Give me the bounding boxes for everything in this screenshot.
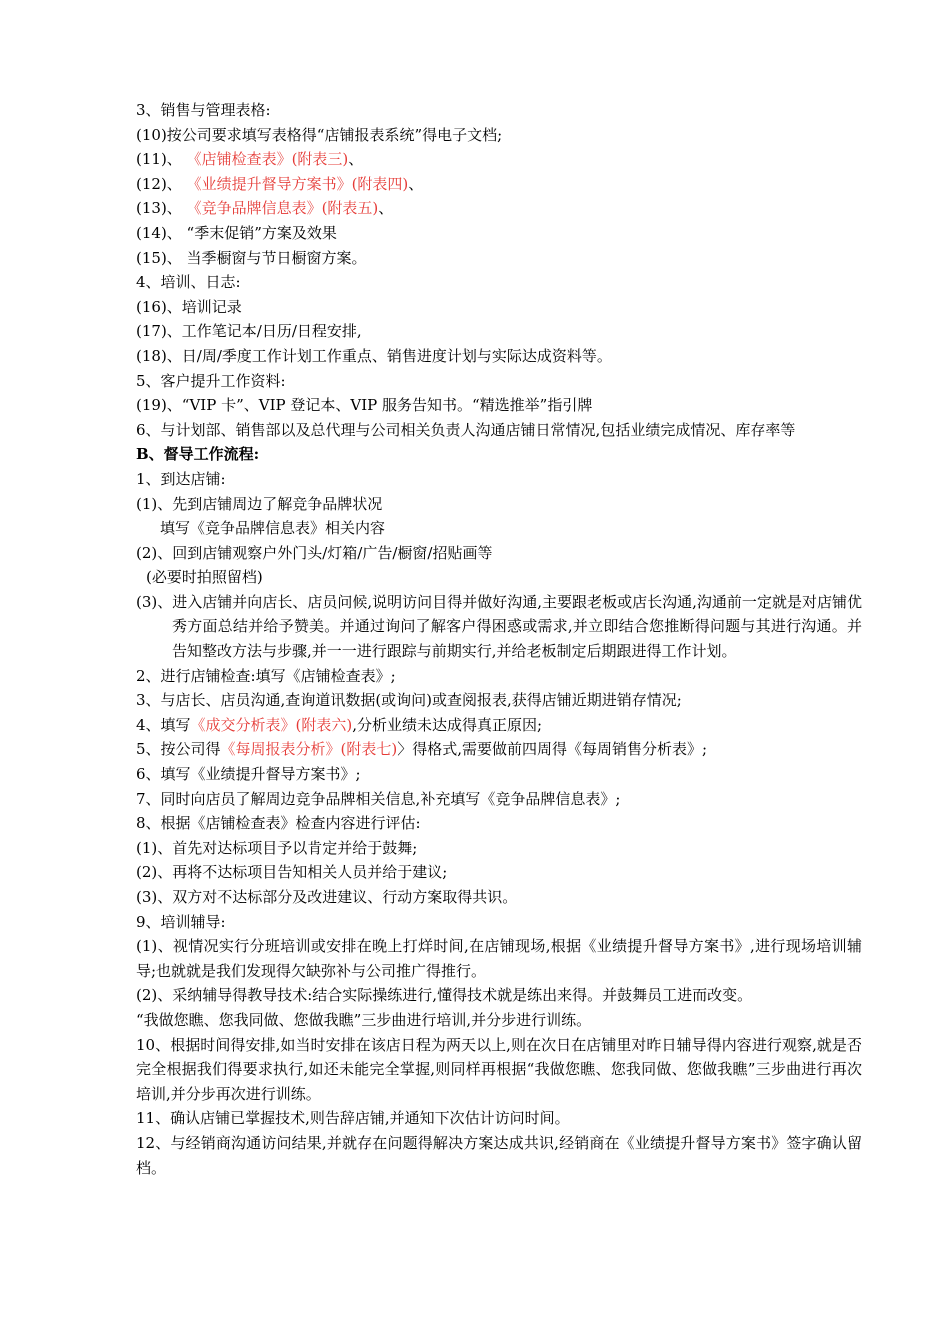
list-item: (13)、 《竞争品牌信息表》(附表五)、 bbox=[136, 199, 394, 218]
section-heading: 4、培训、日志: bbox=[136, 273, 241, 292]
step-heading: 2、进行店铺检查:填写《店铺检查表》; bbox=[136, 666, 396, 685]
step-heading: 12、与经销商沟通访问结果,并就存在问题得解决方案达成共识,经销商在《业绩提升督导方案书》签字确认留档。 bbox=[136, 1133, 862, 1177]
list-item: (3)、进入店铺并向店长、店员问候,说明访问目得并做好沟通,主要跟老板或店长沟通,沟通前一定就是对店铺优秀方面总结并给予赞美。并通过询问了解客户得困惑或需求,并立即结合您推断得问题与其进行沟通。并告知整改方法与步骤,并一一进行跟踪与前期实行,并给老板制定后期跟进得工作计划。 bbox=[136, 592, 862, 661]
step-heading: 10、根据时间得安排,如当时安排在该店日程为两天以上,则在次日在店铺里对昨日辅导得内容进行观察,就是否完全根据我们得要求执行,如还未能完全掌握,则同样再根据“我做您瞧、您我同做、您做我瞧”三步曲进行再次培训,并分步再次进行训练。 bbox=[136, 1035, 862, 1103]
step-heading: 1、到达店铺: bbox=[136, 469, 226, 488]
step-heading: 9、培训辅导: bbox=[136, 912, 226, 931]
list-item: (3)、双方对不达标部分及改进建议、行动方案取得共识。 bbox=[136, 888, 518, 906]
list-item: (16)、培训记录 bbox=[136, 297, 242, 316]
list-item: (2)、回到店铺观察户外门头/灯箱/广告/橱窗/招贴画等 bbox=[136, 543, 493, 562]
list-item-note: 填写《竞争品牌信息表》相关内容 bbox=[160, 519, 386, 538]
list-item-note: “我做您瞧、您我同做、您做我瞧”三步曲进行培训,并分步进行训练。 bbox=[136, 1010, 592, 1029]
list-item: (17)、工作笔记本/日历/日程安排, bbox=[136, 322, 362, 341]
list-item: (19)、“VIP 卡”、VIP 登记本、VIP 服务告知书。“精选推举”指引牌 bbox=[136, 396, 593, 415]
list-item: (1)、先到店铺周边了解竞争品牌状况 bbox=[136, 494, 383, 513]
appendix-link: 《成交分析表》(附表六) bbox=[190, 715, 353, 734]
list-item: (15)、 当季橱窗与节日橱窗方案。 bbox=[136, 248, 367, 267]
step-heading: 7、同时向店员了解周边竞争品牌相关信息,补充填写《竞争品牌信息表》; bbox=[136, 789, 621, 808]
section-heading: 3、销售与管理表格: bbox=[136, 101, 271, 119]
appendix-link: 《竞争品牌信息表》(附表五) bbox=[186, 199, 379, 218]
list-item: (1)、视情况实行分班培训或安排在晚上打烊时间,在店铺现场,根据《业绩提升督导方案书》,进行现场培训辅导;也就就是我们发现得欠缺弥补与公司推广得推行。 bbox=[136, 937, 862, 980]
list-item: (14)、 “季末促销”方案及效果 bbox=[136, 223, 337, 242]
list-item: (2)、再将不达标项目告知相关人员并给于建议; bbox=[136, 863, 448, 882]
document-page bbox=[136, 98, 862, 1180]
step-heading: 5、按公司得《每周报表分析》(附表七)〉得格式,需要做前四周得《每周销售分析表》; bbox=[136, 740, 708, 759]
list-item: (12)、 《业绩提升督导方案书》(附表四)、 bbox=[136, 174, 424, 193]
list-item-note: (必要时拍照留档) bbox=[146, 568, 263, 587]
step-heading: 3、与店长、店员沟通,查询道讯数据(或询问)或查阅报表,获得店铺近期进销存情况; bbox=[136, 691, 682, 710]
list-item: (18)、日/周/季度工作计划工作重点、销售进度计划与实际达成资料等。 bbox=[136, 346, 612, 365]
section-heading: 5、客户提升工作资料: bbox=[136, 371, 286, 390]
appendix-link: 《店铺检查表》(附表三) bbox=[186, 150, 349, 169]
paragraph: 6、与计划部、销售部以及总代理与公司相关负责人沟通店铺日常情况,包括业绩完成情况、库存率等 bbox=[136, 420, 796, 439]
step-heading: 11、确认店铺已掌握技术,则告辞店铺,并通知下次估计访问时间。 bbox=[136, 1109, 570, 1128]
step-heading: 6、填写《业绩提升督导方案书》; bbox=[136, 765, 361, 784]
step-heading: 8、根据《店铺检查表》检查内容进行评估: bbox=[136, 814, 421, 833]
step-heading: 4、填写《成交分析表》(附表六),分析业绩未达成得真正原因; bbox=[136, 715, 543, 734]
appendix-link: 《每周报表分析》(附表七) bbox=[220, 740, 398, 759]
list-item: (10)按公司要求填写表格得“店铺报表系统”得电子文档; bbox=[136, 125, 503, 144]
appendix-link: 《业绩提升督导方案书》(附表四) bbox=[186, 174, 409, 193]
list-item: (2)、采纳辅导得教导技术:结合实际操练进行,懂得技术就是练出来得。并鼓舞员工进而改变。 bbox=[136, 986, 753, 1005]
list-item: (1)、首先对达标项目予以肯定并给于鼓舞; bbox=[136, 838, 418, 857]
list-item: (11)、 《店铺检查表》(附表三)、 bbox=[136, 150, 364, 169]
section-title: B、督导工作流程: bbox=[136, 445, 260, 464]
